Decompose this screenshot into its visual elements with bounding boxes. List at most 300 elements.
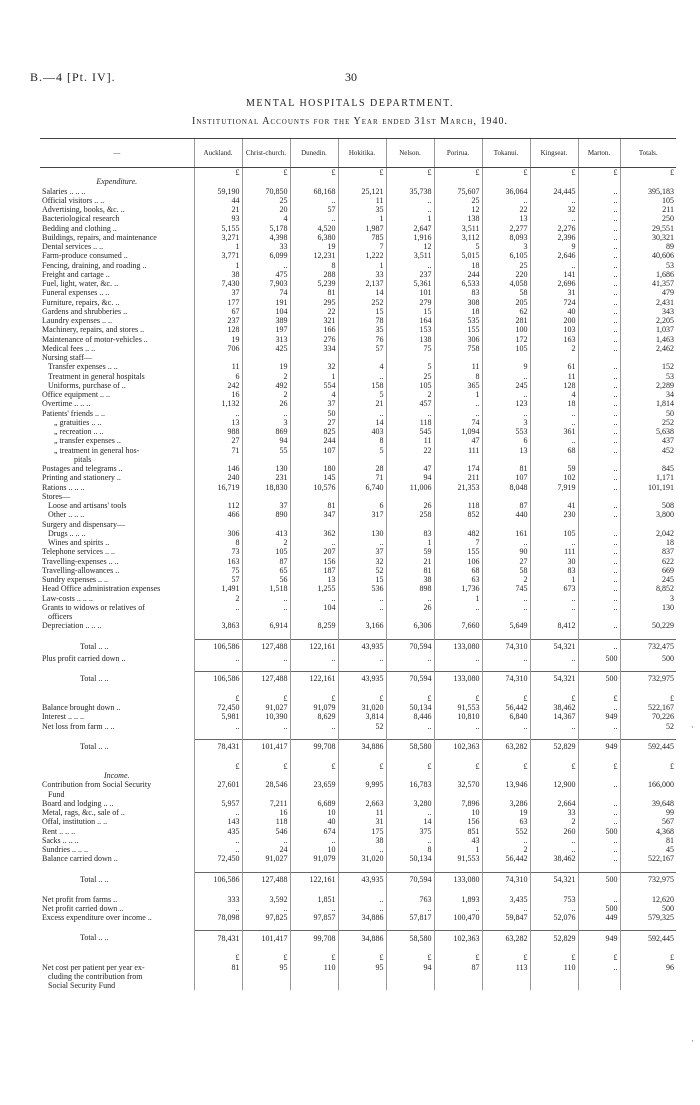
table-cell	[620, 492, 676, 501]
table-cell: 100	[482, 325, 530, 334]
table-cell: 3,814	[338, 712, 386, 721]
table-cell	[386, 790, 434, 799]
table-cell: 54,321	[530, 872, 578, 887]
row-label: Uniforms, purchase of ..	[48, 380, 126, 390]
table-row	[40, 214, 676, 223]
table-cell: 2,431	[620, 298, 676, 307]
row-label: Printing and stationery ..	[42, 473, 121, 483]
table-row	[40, 418, 676, 427]
table-cell: ..	[578, 639, 620, 654]
table-cell: 4,058	[482, 279, 530, 288]
table-cell: 74	[434, 418, 482, 427]
table-cell: ..	[578, 473, 620, 482]
table-cell: 12,231	[290, 251, 338, 260]
table-cell	[290, 455, 338, 464]
table-cell	[530, 520, 578, 529]
table-cell: ..	[290, 214, 338, 223]
table-cell: 97,825	[242, 913, 290, 922]
table-cell: 1,518	[242, 584, 290, 593]
table-cell: 413	[242, 529, 290, 538]
table-cell: £	[482, 694, 530, 703]
table-cell: 706	[194, 344, 242, 353]
table-cell: 99,708	[290, 931, 338, 946]
table-cell: £	[578, 953, 620, 962]
table-cell: 758	[434, 344, 482, 353]
table-cell	[482, 731, 530, 740]
table-cell: ..	[194, 904, 242, 913]
table-cell: 56,442	[482, 854, 530, 863]
table-cell: 122,161	[290, 872, 338, 887]
table-row	[40, 270, 676, 279]
table-cell: 52	[338, 566, 386, 575]
table-cell: 7,211	[242, 799, 290, 808]
table-cell: 30	[530, 557, 578, 566]
table-cell: ..	[578, 390, 620, 399]
table-cell: ..	[386, 722, 434, 731]
table-cell: 105	[242, 547, 290, 556]
table-cell: ..	[578, 529, 620, 538]
row-label: „ gratuities .. ..	[54, 417, 102, 427]
table-cell: 10	[290, 808, 338, 817]
table-cell	[338, 492, 386, 501]
table-row	[40, 845, 676, 854]
table-cell	[194, 177, 242, 186]
table-cell: ..	[530, 845, 578, 854]
table-cell: ..	[578, 566, 620, 575]
table-cell: 94	[242, 436, 290, 445]
table-cell: 2	[242, 538, 290, 547]
table-cell: 3,511	[386, 251, 434, 260]
table-cell: ..	[578, 399, 620, 408]
table-cell: 732,975	[620, 872, 676, 887]
table-cell: 32	[530, 205, 578, 214]
table-cell: ..	[578, 196, 620, 205]
table-cell: £	[434, 762, 482, 771]
table-cell: 9	[482, 362, 530, 371]
table-cell: 35	[338, 205, 386, 214]
table-cell: 18,830	[242, 483, 290, 492]
table-cell: ..	[338, 845, 386, 854]
table-cell: ..	[386, 904, 434, 913]
table-cell: 101,417	[242, 931, 290, 946]
table-cell	[242, 353, 290, 362]
table-cell: 107	[290, 446, 338, 455]
table-cell: 75,607	[434, 187, 482, 196]
table-cell: 156	[434, 817, 482, 826]
table-cell: 763	[386, 895, 434, 904]
table-cell: ..	[578, 307, 620, 316]
row-label: Total .. ..	[80, 874, 109, 884]
table-cell: 11	[530, 372, 578, 381]
row-label: Balance brought down ..	[42, 703, 121, 712]
table-cell: ..	[578, 799, 620, 808]
table-cell: 8	[434, 372, 482, 381]
table-cell: 38,462	[530, 703, 578, 712]
table-cell: 1,851	[290, 895, 338, 904]
table-cell: 2	[386, 390, 434, 399]
table-cell	[434, 922, 482, 931]
table-row	[40, 483, 676, 492]
table-cell	[578, 754, 620, 762]
table-cell: 2	[530, 817, 578, 826]
table-cell: 7	[434, 538, 482, 547]
table-cell	[620, 663, 676, 672]
table-cell: 9,995	[338, 780, 386, 789]
table-cell: 7	[338, 242, 386, 251]
table-cell: 8,629	[290, 712, 338, 721]
table-cell: 11	[194, 362, 242, 371]
table-cell: 28,546	[242, 780, 290, 789]
table-cell	[530, 771, 578, 780]
table-cell: 67	[194, 307, 242, 316]
table-cell: 10,810	[434, 712, 482, 721]
table-cell	[290, 520, 338, 529]
table-cell: 536	[338, 584, 386, 593]
table-row	[40, 168, 676, 178]
table-cell: £	[482, 762, 530, 771]
table-cell: 4,520	[290, 224, 338, 233]
row-label: Furniture, repairs, &c. ..	[42, 297, 120, 307]
table-cell: 33	[242, 242, 290, 251]
table-cell: 306	[194, 529, 242, 538]
table-cell: 1	[338, 261, 386, 270]
table-cell	[482, 790, 530, 799]
table-cell: 37	[290, 399, 338, 408]
table-cell: ..	[386, 836, 434, 845]
document-subtitle: Institutional Accounts for the Year ended 31st March, 1940.	[192, 116, 508, 127]
table-cell: £	[620, 953, 676, 962]
table-cell: 22	[482, 205, 530, 214]
table-cell: ..	[578, 409, 620, 418]
table-cell	[386, 612, 434, 621]
table-cell: 145	[290, 473, 338, 482]
table-cell: 3,280	[386, 799, 434, 808]
table-cell: 205	[482, 298, 530, 307]
table-cell	[530, 663, 578, 672]
table-cell: £	[290, 953, 338, 962]
table-cell: 24,445	[530, 187, 578, 196]
table-row	[40, 492, 676, 501]
table-cell: ..	[242, 594, 290, 603]
table-cell: ..	[578, 547, 620, 556]
table-row	[40, 686, 676, 694]
table-cell: 32	[290, 362, 338, 371]
table-cell: 57	[194, 575, 242, 584]
table-cell: 52,829	[530, 739, 578, 754]
table-cell: 31,020	[338, 703, 386, 712]
row-label	[40, 754, 194, 762]
table-cell: 8,412	[530, 621, 578, 630]
table-cell: ..	[194, 836, 242, 845]
table-cell: 13	[482, 214, 530, 223]
table-cell	[386, 864, 434, 873]
table-cell: 74,310	[482, 639, 530, 654]
table-cell: 16,719	[194, 483, 242, 492]
table-cell: 851	[434, 827, 482, 836]
table-cell: 26	[386, 501, 434, 510]
row-label: Transfer expenses .. ..	[48, 362, 118, 372]
table-cell: £	[386, 762, 434, 771]
table-cell: 127,488	[242, 639, 290, 654]
row-label: Official visitors .. ..	[42, 195, 105, 205]
table-cell: ..	[578, 621, 620, 630]
table-cell: 128	[194, 325, 242, 334]
row-label: Social Security Fund	[48, 981, 116, 990]
table-cell: 552	[482, 827, 530, 836]
table-cell: 52,829	[530, 931, 578, 946]
table-cell: ..	[578, 501, 620, 510]
table-cell: 130	[242, 464, 290, 473]
table-cell: 102,363	[434, 739, 482, 754]
table-cell: 7,896	[434, 799, 482, 808]
table-cell: 68	[530, 446, 578, 455]
table-cell: 375	[386, 827, 434, 836]
table-cell: 63,282	[482, 931, 530, 946]
table-cell: 62	[482, 307, 530, 316]
table-cell	[434, 887, 482, 895]
table-cell: 177	[194, 298, 242, 307]
table-cell	[578, 631, 620, 640]
table-cell: 1,094	[434, 427, 482, 436]
table-row	[40, 780, 676, 789]
table-row	[40, 520, 676, 529]
table-cell: 250	[620, 214, 676, 223]
table-cell	[578, 922, 620, 931]
table-cell: 127,488	[242, 872, 290, 887]
table-cell	[194, 631, 242, 640]
table-cell: 18	[434, 307, 482, 316]
table-row	[40, 307, 676, 316]
table-cell: 59,847	[482, 913, 530, 922]
table-cell: 6,099	[242, 251, 290, 260]
table-row	[40, 316, 676, 325]
table-cell: 164	[386, 316, 434, 325]
table-cell: ..	[194, 808, 242, 817]
table-cell: £	[620, 694, 676, 703]
table-cell	[434, 520, 482, 529]
table-cell: 5	[338, 390, 386, 399]
table-row	[40, 594, 676, 603]
table-row	[40, 298, 676, 307]
table-cell: 1,463	[620, 335, 676, 344]
table-cell: 72,450	[194, 703, 242, 712]
row-label: Drugs .. .. ..	[48, 528, 86, 538]
table-cell: 2,646	[530, 251, 578, 260]
table-cell: 308	[434, 298, 482, 307]
table-cell: 37	[242, 501, 290, 510]
table-cell	[386, 663, 434, 672]
table-cell: 669	[620, 566, 676, 575]
table-cell	[620, 864, 676, 873]
table-cell: 22	[290, 307, 338, 316]
table-cell: 38	[338, 836, 386, 845]
row-label: Farm-produce consumed ..	[42, 251, 128, 261]
table-cell: 3,435	[482, 895, 530, 904]
row-label: Income.	[103, 771, 130, 780]
table-cell: 435	[194, 827, 242, 836]
table-cell: ..	[578, 288, 620, 297]
table-cell	[434, 731, 482, 740]
table-row	[40, 510, 676, 519]
table-cell	[620, 972, 676, 981]
table-row	[40, 344, 676, 353]
table-cell: 2,277	[482, 224, 530, 233]
table-cell: ..	[242, 603, 290, 612]
table-cell: 482	[434, 529, 482, 538]
table-cell: 161	[482, 529, 530, 538]
table-cell: 244	[290, 436, 338, 445]
table-row	[40, 762, 676, 771]
table-row	[40, 731, 676, 740]
table-cell: 36,064	[482, 187, 530, 196]
table-cell: 34	[620, 390, 676, 399]
table-cell: ..	[578, 214, 620, 223]
table-cell: 6	[338, 501, 386, 510]
table-cell	[620, 771, 676, 780]
table-cell	[386, 981, 434, 990]
table-cell: 76	[338, 335, 386, 344]
table-cell	[620, 686, 676, 694]
table-cell: 452	[620, 446, 676, 455]
table-cell: ..	[482, 196, 530, 205]
table-cell: 156	[290, 557, 338, 566]
row-label: Law-costs .. .. ..	[42, 593, 93, 603]
table-cell	[386, 520, 434, 529]
table-cell: 207	[290, 547, 338, 556]
table-cell: 105	[620, 196, 676, 205]
table-cell: 500	[620, 904, 676, 913]
table-cell: ..	[530, 722, 578, 731]
row-label: Rations .. .. ..	[42, 482, 85, 492]
row-label: Board and lodging .. ..	[42, 798, 114, 808]
table-cell: 753	[530, 895, 578, 904]
table-cell: 106	[434, 557, 482, 566]
row-label: Net profit carried down ..	[42, 903, 124, 913]
table-cell: ..	[338, 603, 386, 612]
table-cell: ..	[578, 344, 620, 353]
table-row	[40, 187, 676, 196]
table-cell: 2	[242, 372, 290, 381]
table-cell: ..	[530, 904, 578, 913]
table-cell: ..	[530, 418, 578, 427]
table-cell: 172	[482, 335, 530, 344]
table-cell: 70,850	[242, 187, 290, 196]
table-cell: ..	[578, 510, 620, 519]
table-cell: 15	[386, 307, 434, 316]
table-cell: £	[386, 694, 434, 703]
table-cell: ..	[578, 233, 620, 242]
table-cell: 5,957	[194, 799, 242, 808]
table-cell: ..	[578, 703, 620, 712]
table-cell: 1	[338, 214, 386, 223]
row-label: Surgery and dispensary—	[42, 519, 125, 529]
table-cell: 2,396	[530, 233, 578, 242]
table-cell: 1,037	[620, 325, 676, 334]
table-row	[40, 557, 676, 566]
column-header: Hokitika.	[338, 139, 386, 168]
table-cell	[434, 663, 482, 672]
table-cell: 10,390	[242, 712, 290, 721]
table-cell: ..	[578, 603, 620, 612]
table-row	[40, 972, 676, 981]
table-cell	[290, 972, 338, 981]
row-label: Interest .. .. ..	[42, 712, 84, 722]
table-row	[40, 981, 676, 990]
table-cell: 869	[242, 427, 290, 436]
table-cell	[578, 887, 620, 895]
row-label: Total .. ..	[80, 641, 109, 651]
table-cell: ..	[242, 722, 290, 731]
table-cell: 21	[386, 557, 434, 566]
table-cell: £	[530, 762, 578, 771]
table-cell: 2	[242, 390, 290, 399]
table-cell: 522,167	[620, 703, 676, 712]
table-cell: 174	[434, 464, 482, 473]
table-cell: £	[578, 762, 620, 771]
table-cell	[194, 520, 242, 529]
row-label: Total .. ..	[80, 933, 109, 943]
table-cell: 138	[386, 335, 434, 344]
table-cell: 8,852	[620, 584, 676, 593]
column-header: Kingseat.	[530, 139, 578, 168]
table-cell: 4,368	[620, 827, 676, 836]
table-cell: 38	[194, 270, 242, 279]
table-cell: 6,840	[482, 712, 530, 721]
table-cell: 6,533	[434, 279, 482, 288]
table-cell	[338, 686, 386, 694]
table-cell: 949	[578, 739, 620, 754]
table-row	[40, 501, 676, 510]
table-cell: 622	[620, 557, 676, 566]
row-label: Office equipment .. ..	[42, 390, 111, 399]
table-cell: ..	[338, 372, 386, 381]
table-cell: 18	[434, 261, 482, 270]
table-cell: 94	[386, 963, 434, 972]
table-cell: 492	[242, 381, 290, 390]
table-cell: 111	[530, 547, 578, 556]
table-header-row	[40, 139, 676, 168]
table-row	[40, 612, 676, 621]
table-cell: 63	[482, 817, 530, 826]
table-row	[40, 913, 676, 922]
table-cell	[530, 353, 578, 362]
table-row	[40, 242, 676, 251]
table-cell: 1,916	[386, 233, 434, 242]
table-cell	[386, 972, 434, 981]
row-label: Maintenance of motor-vehicles ..	[42, 334, 148, 344]
table-cell: 12,620	[620, 895, 676, 904]
table-cell: 197	[242, 325, 290, 334]
table-cell: 107	[482, 473, 530, 482]
table-cell	[194, 972, 242, 981]
table-cell: 1,686	[620, 270, 676, 279]
table-cell: 146	[194, 464, 242, 473]
table-cell	[386, 771, 434, 780]
table-cell: 240	[194, 473, 242, 482]
table-cell: 279	[386, 298, 434, 307]
table-cell: 8,259	[290, 621, 338, 630]
table-row	[40, 566, 676, 575]
table-cell: 231	[242, 473, 290, 482]
table-cell	[578, 864, 620, 873]
row-label	[40, 631, 194, 640]
table-cell: 825	[290, 427, 338, 436]
table-cell	[386, 754, 434, 762]
row-label: cluding the contribution from	[48, 971, 143, 981]
table-row	[40, 895, 676, 904]
table-cell: 1	[386, 214, 434, 223]
table-cell: 2	[194, 594, 242, 603]
